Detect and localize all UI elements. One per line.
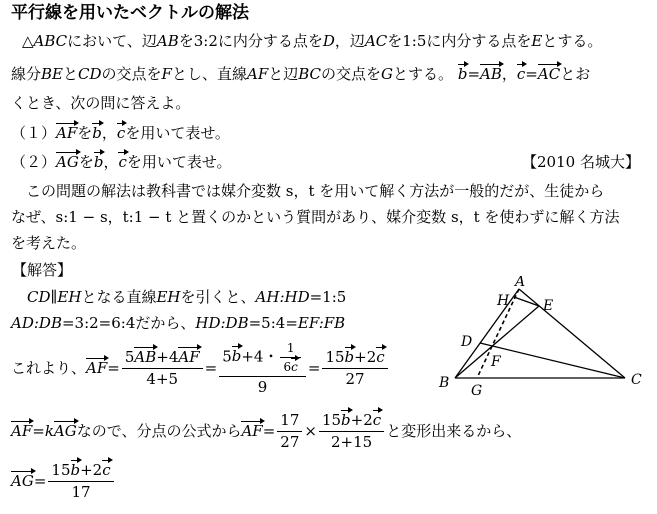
problem-line-2: 線分BEとCDの交点をFとし、直線AFと辺BCの交点をGとする。 b=AB，c=ACとお xyxy=(11,65,591,83)
fraction-6: $\frac{15b+2c}{17}$ xyxy=(48,463,113,500)
triangle-figure xyxy=(425,276,655,406)
fraction-4: $\frac{17}{27}$ xyxy=(277,413,302,450)
segment-eh xyxy=(514,297,539,306)
label-a: A xyxy=(515,276,526,290)
problem-line-1: △ABCにおいて、辺ABを3:2に内分する点をD，辺ACを1:5に内分する点をEとする。 xyxy=(22,32,603,50)
source-citation: 【2010 名城大】 xyxy=(522,153,640,171)
label-d: D xyxy=(461,334,473,350)
solution-step-4: AF = k AG なので、分点の公式から AF = $\frac{17}{27}$ × $\frac{15b+2c}{2+15}$ と変形出来るから、 xyxy=(11,410,522,451)
answer-heading: 【解答】 xyxy=(12,261,73,279)
problem-line-3: くとき、次の問に答えよ。 xyxy=(11,94,191,112)
page-title: 平行線を用いたベクトルの解法 xyxy=(11,3,249,23)
solution-step-3: これより、 AF = $\frac{5AB+4AF}{4+5}$ = 5b+4・ $\frac{1}{6c}$ 9 = $\frac{15b+2c}{27}$ xyxy=(11,343,390,393)
label-h: H xyxy=(497,293,510,309)
fraction-3: $\frac{15b+2c}{27}$ xyxy=(322,350,387,387)
question-1: （１）AFをb，cを用いて表せ。 xyxy=(11,124,230,142)
label-g: G xyxy=(471,383,483,399)
fraction-2: 5b+4・ $\frac{1}{6c}$ 9 xyxy=(219,342,306,395)
label-b: B xyxy=(439,375,450,391)
label-c: C xyxy=(631,372,642,388)
solution-step-2: AD:DB=3:2=6:4だから、HD:DB=5:4=EF:FB xyxy=(11,314,346,332)
label-e: E xyxy=(543,298,554,314)
label-f: F xyxy=(491,354,501,370)
note-line-1: この問題の解法は教科書では媒介変数 s，t を用いて解く方法が一般的だが、生徒から xyxy=(26,182,605,200)
question-2: （２）AGをb，cを用いて表せ。 xyxy=(11,153,232,171)
solution-step-5: AG = $\frac{15b+2c}{17}$ xyxy=(11,458,116,504)
fraction-1: $\frac{5AB+4AF}{4+5}$ xyxy=(122,350,203,387)
solution-step-1: CD∥EHとなる直線EHを引くと、AH:HD=1:5 xyxy=(27,288,347,306)
fraction-5: $\frac{15b+2c}{2+15}$ xyxy=(319,413,384,450)
note-line-2: なぜ、s:1 − s，t:1 − t と置くのかという質問があり、媒介変数 s，t を使わずに解く方法 xyxy=(11,208,620,226)
note-line-3: を考えた。 xyxy=(11,234,87,252)
